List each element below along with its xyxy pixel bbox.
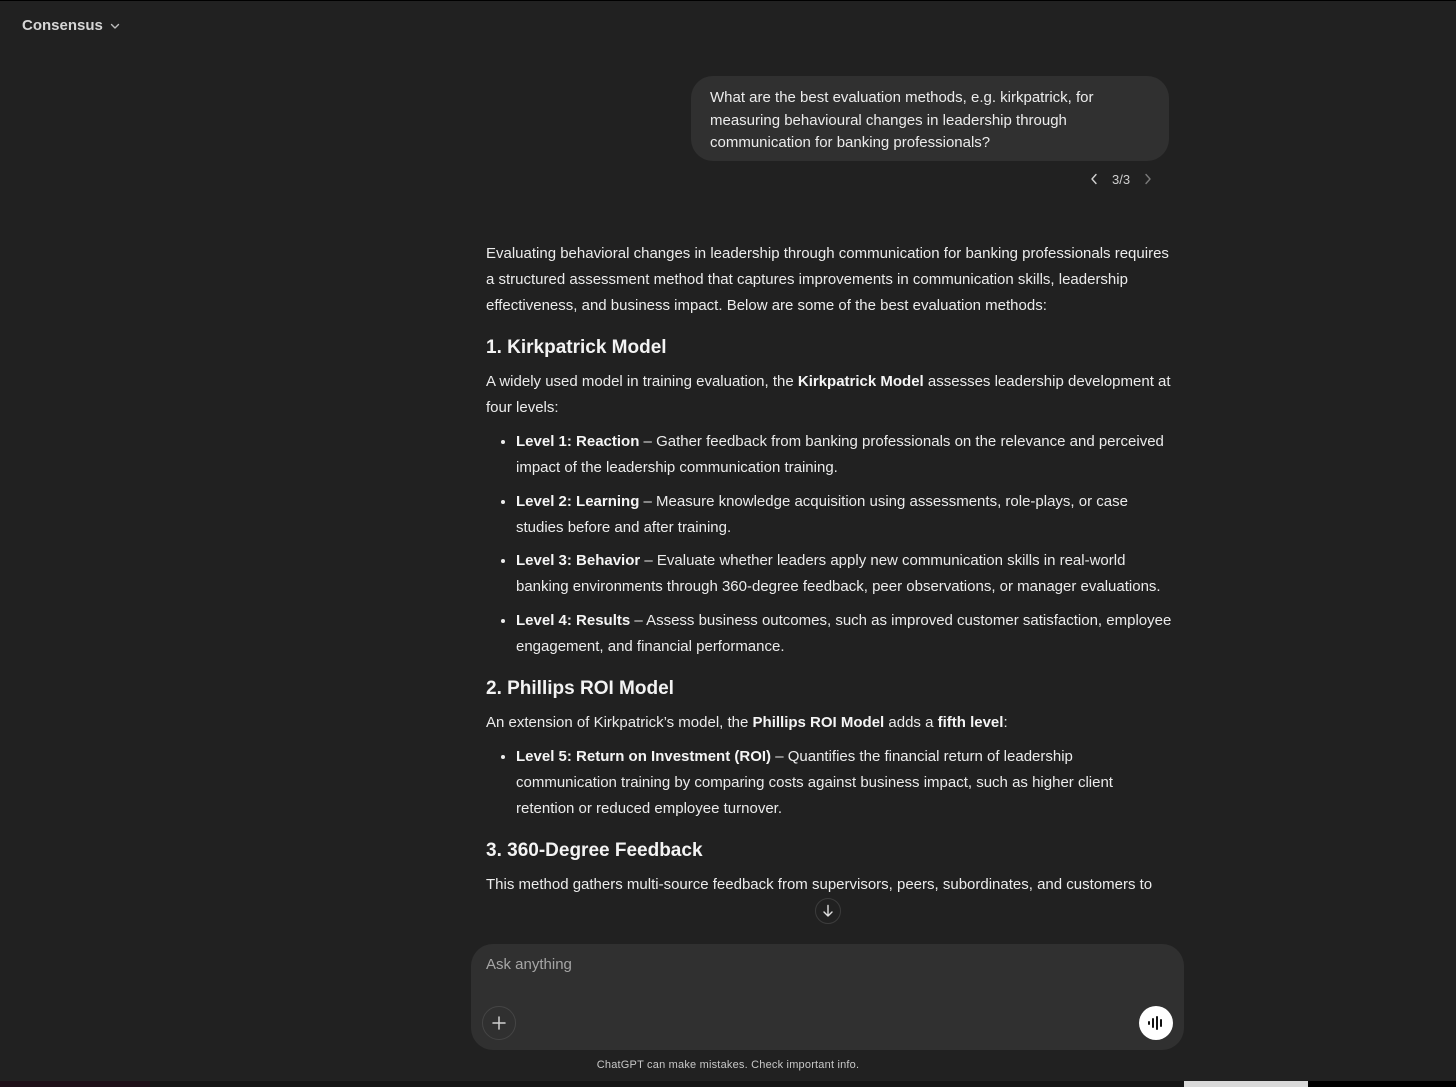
chevron-down-icon [109, 20, 121, 32]
section-heading-kirkpatrick: 1. Kirkpatrick Model [486, 337, 667, 358]
plus-icon [491, 1015, 507, 1031]
user-message-text: What are the best evaluation methods, e.g. kirkpatrick, for measuring behavioural changes in leadership through communication for banking professionals? [710, 89, 1094, 151]
voice-mode-button[interactable] [1139, 1006, 1173, 1040]
section-intro-kirkpatrick: A widely used model in training evaluation, the Kirkpatrick Model assesses leadership development at four levels: [486, 373, 1171, 416]
response-pager [1086, 170, 1156, 188]
list-item: • Level 5: Return on Investment (ROI) – Quantifies the financial return of leadership communication training by comparing costs against business impact, such as higher client retention or reduced employee turnover. [516, 744, 1172, 822]
phillips-levels-list [486, 744, 1172, 822]
scroll-to-bottom-button[interactable] [815, 898, 841, 924]
list-item: • Level 2: Learning – Measure knowledge acquisition using assessments, role-plays, or case studies before and after training. [516, 489, 1172, 541]
list-item: • Level 3: Behavior – Evaluate whether leaders apply new communication skills in real-world banking environments through 360-degree feedback, peer observations, or manager evaluations. [516, 548, 1172, 600]
section-heading-360: 3. 360-Degree Feedback [486, 839, 703, 861]
taskbar-strip [0, 1081, 1456, 1087]
chevron-left-icon [1089, 173, 1099, 185]
previous-version-button[interactable] [1086, 170, 1102, 188]
pager-count: 3/3 [1112, 171, 1131, 187]
section-intro-360: This method gathers multi-source feedback from supervisors, peers, subordinates, and customers to [486, 875, 1153, 893]
kirkpatrick-levels-list [486, 429, 1172, 660]
user-message-bubble [691, 76, 1169, 161]
list-item: • Level 4: Results – Assess business outcomes, such as improved customer satisfaction, employee engagement, and financial performance. [516, 608, 1172, 660]
taskbar-segment [1308, 1081, 1456, 1087]
next-version-button[interactable] [1140, 170, 1156, 188]
voice-mode-icon [1147, 1015, 1165, 1031]
section-intro-phillips: An extension of Kirkpatrick’s model, the Phillips ROI Model adds a fifth level: [486, 713, 1008, 731]
prompt-input[interactable]: Ask anything [486, 956, 572, 973]
list-item: • Level 1: Reaction – Gather feedback from banking professionals on the relevance and perceived impact of the leadership communication training. [516, 429, 1172, 481]
arrow-down-icon [822, 904, 834, 918]
attach-button[interactable] [482, 1006, 516, 1040]
disclaimer-text: ChatGPT can make mistakes. Check important info. [596, 1059, 860, 1071]
model-selector-label: Consensus [22, 17, 103, 34]
assistant-response [486, 241, 1172, 906]
composer [471, 944, 1184, 1050]
taskbar-segment [1184, 1081, 1308, 1087]
model-selector[interactable] [22, 17, 121, 34]
response-intro: Evaluating behavioral changes in leadership through communication for banking professionals requires a structured assessment method that captures improvements in communication skills, leadership effectiveness, and business impact. Below are some of the best evaluation methods: [486, 245, 1169, 314]
chevron-right-icon [1143, 173, 1153, 185]
section-heading-phillips: 2. Phillips ROI Model [486, 677, 674, 699]
taskbar-segment [0, 1081, 150, 1087]
